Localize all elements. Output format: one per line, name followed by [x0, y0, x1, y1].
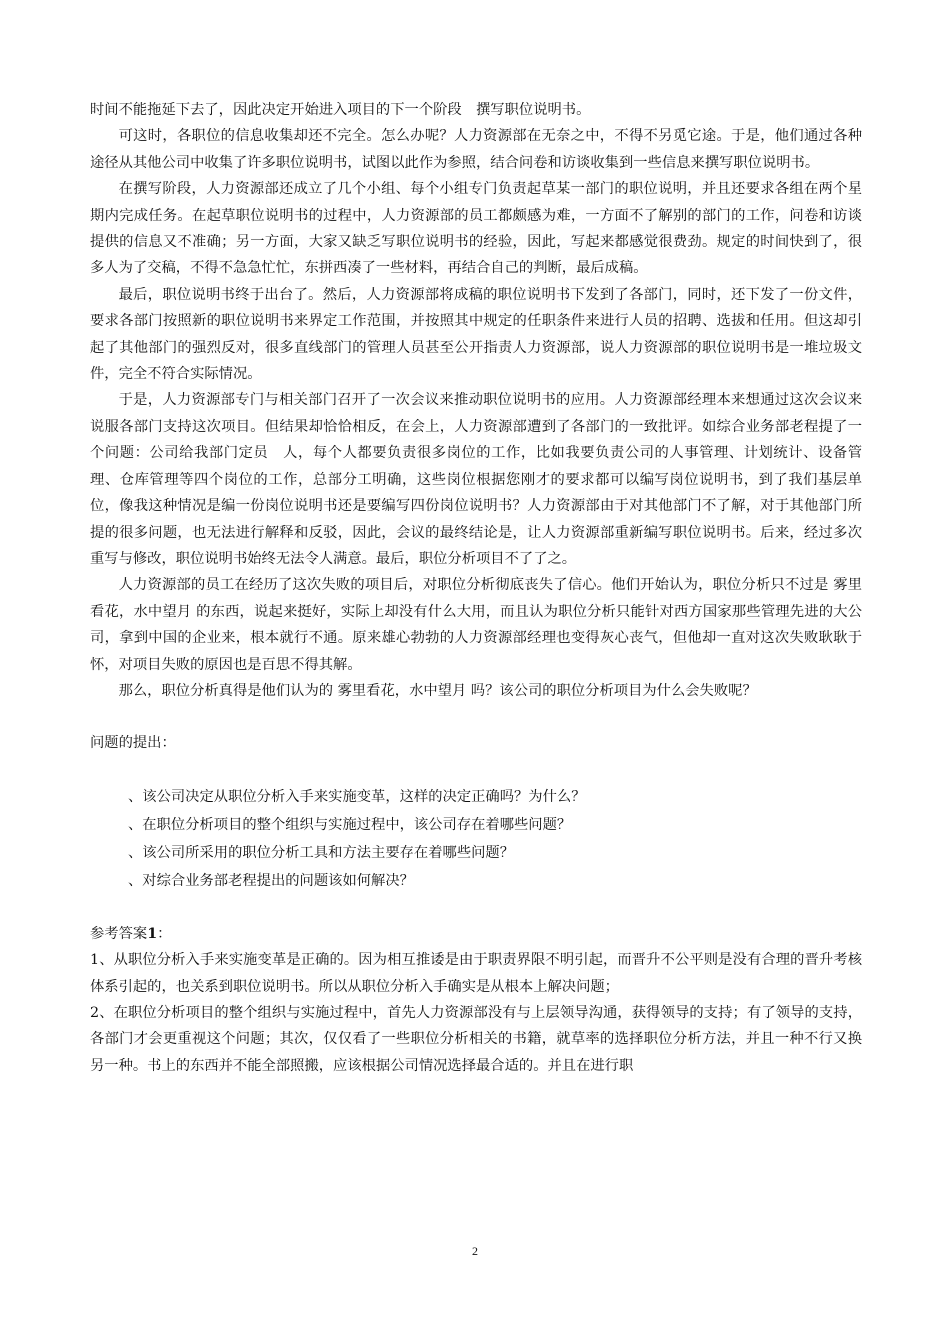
answer-title — [90, 921, 862, 947]
answer-title-text: 参考答案 — [90, 925, 148, 942]
question-item: 、对综合业务部老程提出的问题该如何解决？ — [128, 872, 414, 889]
question-item: 、该公司所采用的职位分析工具和方法主要存在着哪些问题？ — [128, 844, 515, 861]
paragraph: 于是，人力资源部专门与相关部门召开了一次会议来推动职位说明书的应用。人力资源部经理本来想通过这次会议来说服各部门支持这次项目。但结果却恰恰相反，在会上，人力资源部遭到了各部门的一致批评。如综合业务部老程提了一个问题：公司给我部门定员 人，每个人都要负责很多岗位的工作，比如我要负责公司的人事管理、计划统计、设备管理、仓库管理等四个岗位的工作，总部分工明确，这些岗位根据您刚才的要求都可以编写岗位说明书，到了我们基层单位，像我这种情况是编一份岗位说明书还是要编写四份岗位说明书？人力资源部由于对其他部门不了解，对于其他部门所提的很多问题，也无法进行解释和反驳，因此，会议的最终结论是，让人力资源部重新编写职位说明书。后来，经过多次重写与修改，职位说明书始终无法令人满意。最后，职位分析项目不了了之。 — [90, 392, 862, 567]
questions-list — [90, 783, 862, 895]
case-body — [90, 97, 862, 704]
document-page — [90, 97, 862, 1079]
answer-title-colon: ： — [157, 925, 172, 942]
paragraph: 时间不能拖延下去了，因此决定开始进入项目的下一个阶段 撰写职位说明书。 — [90, 102, 591, 118]
question-item: 、该公司决定从职位分析入手来实施变革，这样的决定正确吗？为什么？ — [128, 788, 586, 805]
page-number: 2 — [472, 1244, 478, 1258]
paragraph: 在撰写阶段，人力资源部还成立了几个小组、每个小组专门负责起草某一部门的职位说明，并且还要求各组在两个星期内完成任务。在起草职位说明书的过程中，人力资源部的员工都颇感为难，一方面不了解别的部门的工作，问卷和访谈提供的信息又不准确；另一方面，大家又缺乏写职位说明书的经验，因此，写起来都感觉很费劲。规定的时间快到了，很多人为了交稿，不得不急急忙忙，东拼西凑了一些材料，再结合自己的判断，最后成稿。 — [90, 181, 862, 277]
paragraph: 可这时，各职位的信息收集却还不完全。怎么办呢？人力资源部在无奈之中，不得不另觅它途。于是，他们通过各种途径从其他公司中收集了许多职位说明书，试图以此作为参照，结合问卷和访谈收集到一些信息来撰写职位说明书。 — [90, 128, 862, 171]
answer-paragraph: 1、从职位分析入手来实施变革是正确的。因为相互推诿是由于职责界限不明引起，而晋升不公平则是没有合理的晋升考核体系引起的，也关系到职位说明书。所以从职位分析入手确实是从根本上解决问题； — [90, 952, 862, 995]
paragraph: 那么，职位分析真得是他们认为的 雾里看花，水中望月 吗？该公司的职位分析项目为什么会失败呢？ — [118, 682, 757, 699]
question-item: 、在职位分析项目的整个组织与实施过程中，该公司存在着哪些问题？ — [128, 816, 572, 833]
answer-paragraph: 2、在职位分析项目的整个组织与实施过程中，首先人力资源部没有与上层领导沟通，获得领导的支持；有了领导的支持，各部门才会更重视这个问题；其次，仅仅看了一些职位分析相关的书籍，就草率的选择职位分析方法，并且一种不行又换另一种。书上的东西并不能全部照搬，应该根据公司情况选择最合适的。并且在进行职 — [90, 1004, 862, 1074]
paragraph: 最后，职位说明书终于出台了。然后，人力资源部将成稿的职位说明书下发到了各部门，同时，还下发了一份文件，要求各部门按照新的职位说明书来界定工作范围，并按照其中规定的任职条件来进行人员的招聘、选拔和任用。但这却引起了其他部门的强烈反对，很多直线部门的管理人员甚至公开指责人力资源部，说人力资源部的职位说明书是一堆垃圾文件，完全不符合实际情况。 — [90, 286, 862, 383]
answer-title-number: 1 — [147, 925, 158, 942]
questions-heading: 问题的提出： — [90, 735, 176, 752]
paragraph: 人力资源部的员工在经历了这次失败的项目后，对职位分析彻底丧失了信心。他们开始认为，职位分析只不过是 雾里看花，水中望月 的东西，说起来挺好，实际上却没有什么大用，而且认为职位分析只能针对西方国家那些管理先进的大公司，拿到中国的企业来，根本就行不通。原来雄心勃勃的人力资源部经理也变得灰心丧气，但他却一直对这次失败耿耿于怀，对项目失败的原因也是百思不得其解。 — [90, 577, 862, 673]
